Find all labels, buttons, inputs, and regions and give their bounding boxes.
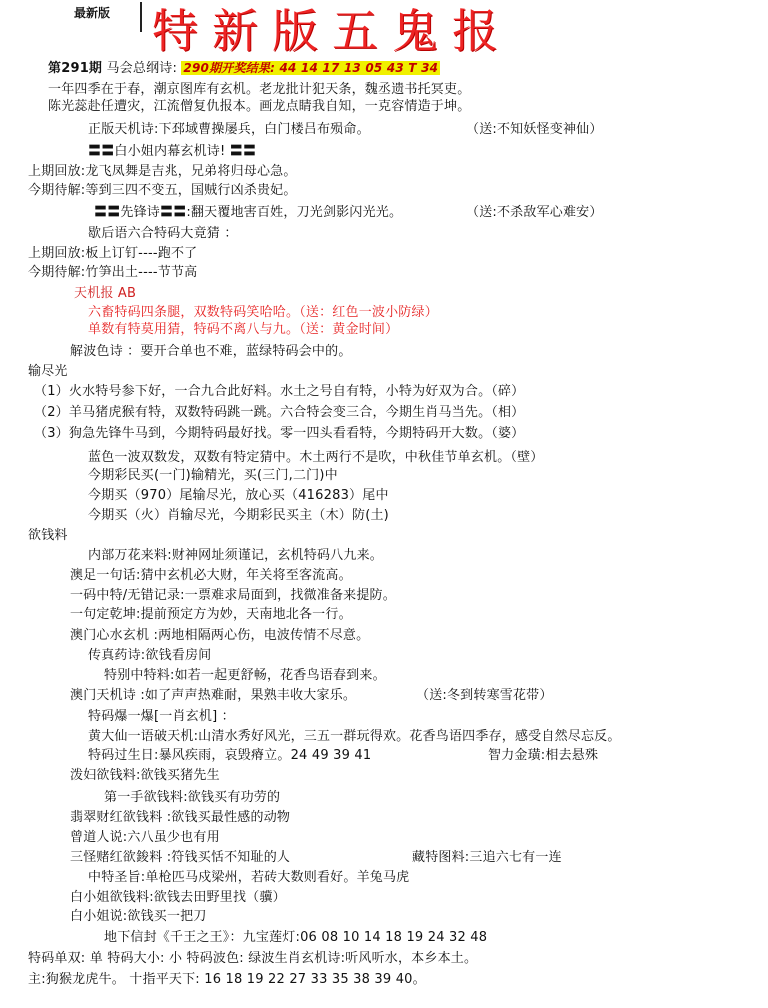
text-line: 一码中特/无错记录:一票难求局面到，找微准备来提防。	[70, 588, 396, 603]
text-line: 藏特图料:三追六七有一连	[412, 850, 562, 865]
text-line: 今期买（970）尾输尽光，放心买（416283）尾中	[88, 488, 389, 503]
text-line: 澳门天机诗 :如了声声热难耐，果熟丰收大家乐。	[70, 688, 357, 703]
text-line: 蓝色一波双数发，双数有特定猜中。木土两行不是吹，中秋佳节单玄机。（壁）	[88, 450, 544, 465]
text-line: 第一手欲钱料:欲钱买有功劳的	[104, 790, 281, 805]
text-line: 正版天机诗:下邳域曹操屡兵，白门楼吕布殒命。	[88, 122, 370, 137]
text-line: 泼妇欲钱料:欲钱买猪先生	[70, 768, 220, 783]
text-line: 澳门心水玄机 :两地相隔两心伤，电波传情不尽意。	[70, 628, 370, 643]
text-line: 内部万花来料:财神网址须谨记，玄机特码八九来。	[88, 548, 383, 563]
text-line: 一年四季在于春，潮京图库有玄机。老龙批计犯天条，魏丞遗书托冥吏。	[48, 82, 471, 97]
text-line: （送:冬到转寒雪花带）	[416, 688, 553, 703]
text-line: 地下信封《千王之王》：九宝莲灯:06 08 10 14 18 19 24 32 48	[104, 930, 488, 945]
text-line: 今期待解:竹笋出土----节节高	[28, 265, 198, 280]
text-line: 特码爆一爆[一肖玄机] ：	[88, 709, 235, 724]
text-line: 今期彩民买(一门)输精光，买(三门,二门)中	[88, 468, 338, 483]
edition-label: 最新版	[74, 6, 111, 20]
text-line: 曾道人说:六八虽少也有用	[70, 830, 220, 845]
text-line: 三怪赌红欲鋑料 :符钱买恬不知耻的人	[70, 850, 291, 865]
text-line: 白小姐欲钱料:欲钱去田野里找（骥）	[70, 890, 286, 905]
text-line: 歇后语六合特码大竟猜 ：	[88, 226, 238, 241]
text-line: 黄大仙一语破天机:山清水秀好风光，三五一群玩得欢。花香鸟语四季存，感受自然尽忘反。	[88, 729, 621, 744]
text-line: 今期待解:等到三四不变五，国贼行凶杀贵妃。	[28, 183, 297, 198]
divider	[140, 2, 142, 32]
section-heading: 天机报 AB	[74, 286, 137, 301]
text-line: （2）羊马猪虎猴有特，双数特码跳一跳。六合特会变三合，今期生肖马当先。（相）	[34, 405, 525, 420]
text-line: （3）狗急先锋牛马到，今期特码最好找。零一四头看看特，今期特码开大数。（婆）	[34, 426, 525, 441]
draw-result: 290期开奖结果: 44 14 17 13 05 43 T 34	[183, 61, 439, 75]
text-line: （送:不知妖怪变神仙）	[466, 122, 603, 137]
section-heading: 输尽光	[28, 364, 68, 379]
text-line: 陈光蕊赴任遭灾，江流僧复仇报本。画龙点睛我自知，一克容情造于坤。	[48, 99, 471, 114]
text-line: 一句定乾坤:提前预定方为妙，天南地北各一行。	[70, 607, 352, 622]
text-line: 特码单双: 单 特码大小: 小 特码波色: 绿波生肖玄机诗:听风听水，本乡本土。	[28, 951, 478, 966]
text-line: 传真药诗:欲钱看房间	[88, 648, 212, 663]
text-line: （送:不杀敌军心难安）	[466, 205, 603, 220]
text-line: 中特圣旨:单枪匹马戍梁州，若砖大数则看好。羊兔马虎	[88, 870, 410, 885]
text-line: 上期回放:板上订钉----跑不了	[28, 246, 198, 261]
section-heading: 欲钱料	[28, 528, 68, 543]
text-line: 智力金璜:相去悬殊	[488, 748, 599, 763]
text-line: 〓〓白小姐内幕玄机诗! 〓〓	[88, 144, 257, 159]
text-line: 特别中特料:如若一起更舒畅，花香鸟语春到来。	[104, 668, 386, 683]
text-line: 翡翠财红欲钱料 :欲钱买最性感的动物	[70, 810, 291, 825]
text-line: 白小姐说:欲钱买一把刀	[70, 909, 207, 924]
text-line: 今期买（火）肖输尽光，今期彩民买主（木）防(土)	[88, 508, 389, 523]
text-line: 六畜特码四条腿，双数特码笑哈哈。（送：红色一波小防绿）	[88, 305, 438, 320]
page-title: 特新版五鬼报	[152, 4, 512, 58]
text-line: 特码过生日:暴风疾雨，哀毁瘠立。24 49 39 41	[88, 748, 372, 763]
text-line: 〓〓先锋诗〓〓:翻天覆地害百姓，刀光剑影闪光光。	[94, 205, 403, 220]
text-line: 解波色诗 ：要开合单也不难，蓝绿特码会中的。	[70, 344, 352, 359]
issue-label: 马会总纲诗:	[106, 61, 178, 76]
issue-header-row	[48, 60, 440, 77]
issue-number: 第291期	[48, 61, 103, 76]
text-line: （1）火水特号参下好，一合九合此好料。水土之号自有特，小特为好双为合。（碎）	[34, 384, 525, 399]
text-line: 主:狗猴龙虎牛。 十指平天下: 16 18 19 22 27 33 35 38 39 40。	[28, 972, 426, 987]
text-line: 澳足一句话:猜中玄机必大财，年关将至客流高。	[70, 568, 352, 583]
text-line: 单数有特莫用猜，特码不离八与九。（送：黄金时间）	[88, 322, 399, 337]
text-line: 上期回放:龙飞凤舞是吉兆，兄弟将归母心急。	[28, 164, 297, 179]
